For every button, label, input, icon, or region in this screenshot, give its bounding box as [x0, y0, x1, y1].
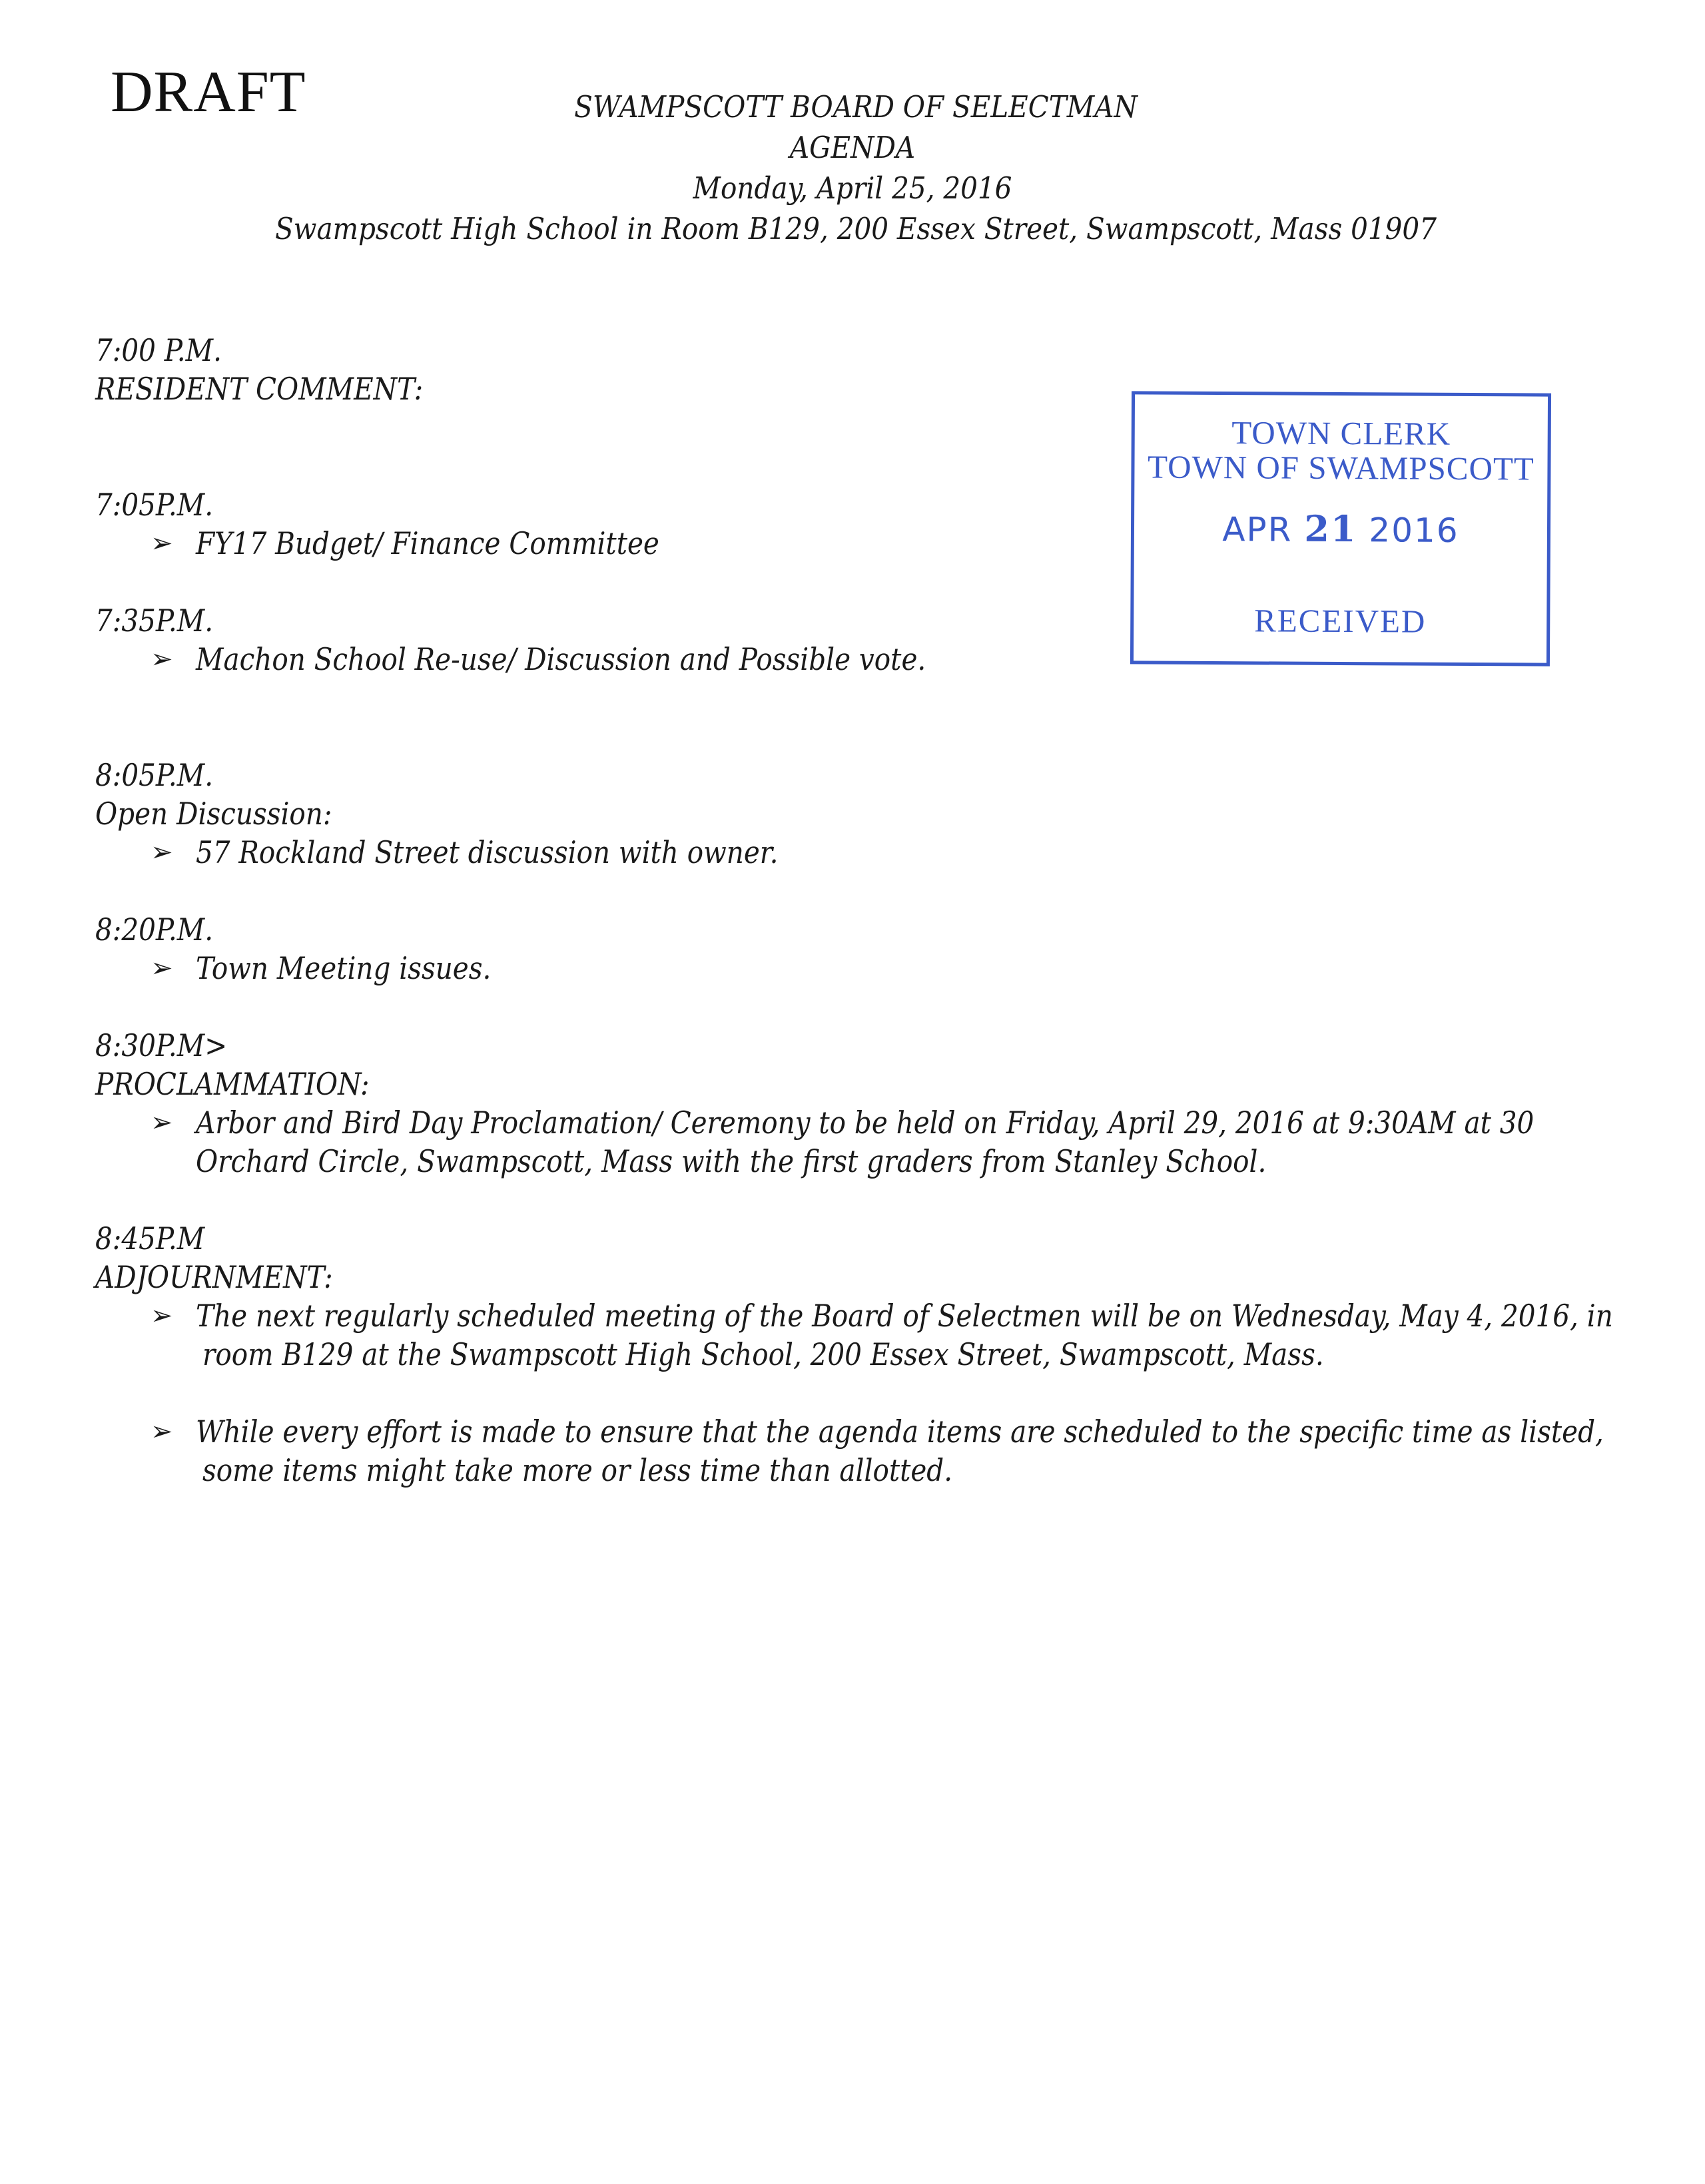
stamp-date [1134, 506, 1547, 551]
agenda-time-845: 8:45P.M [95, 1221, 205, 1256]
stamp-day: 21 [1304, 507, 1357, 551]
bullet-arrow-icon: ➢ [151, 953, 173, 983]
agenda-item-budget: FY17 Budget/ Finance Committee [196, 525, 659, 561]
proclamation-heading: PROCLAMMATION: [95, 1066, 370, 1102]
bullet-arrow-icon: ➢ [151, 1416, 173, 1447]
agenda-time-705: 7:05P.M. [95, 487, 214, 523]
stamp-month: APR [1222, 510, 1293, 549]
agenda-note-timing-line2: some items might take more or less time than allotted. [202, 1452, 953, 1488]
agenda-header [0, 87, 1705, 249]
agenda-time-820: 8:20P.M. [95, 912, 214, 948]
agenda-item-arbor-day-line1: Arbor and Bird Day Proclamation/ Ceremony to be held on Friday, April 29, 2016 at 9:30AM at 30 [196, 1105, 1534, 1141]
agenda-item-machon-school: Machon School Re-use/ Discussion and Possible vote. [196, 641, 926, 677]
open-discussion-heading: Open Discussion: [95, 796, 332, 832]
resident-comment-heading: RESIDENT COMMENT: [95, 371, 424, 407]
agenda-item-rockland-street: 57 Rockland Street discussion with owner. [196, 834, 779, 870]
agenda-time-805: 8:05P.M. [95, 757, 214, 793]
bullet-arrow-icon: ➢ [151, 837, 173, 868]
bullet-arrow-icon: ➢ [151, 528, 173, 559]
agenda-note-timing-line1: While every effort is made to ensure that the agenda items are scheduled to the specific time as listed, [196, 1414, 1604, 1450]
agenda-item-next-meeting-line1: The next regularly scheduled meeting of the Board of Selectmen will be on Wednesday, May 4, 2016, in [196, 1298, 1613, 1334]
stamp-year: 2016 [1369, 511, 1459, 550]
draft-label: DRAFT [111, 60, 306, 125]
board-title: SWAMPSCOTT BOARD OF SELECTMAN [574, 89, 1138, 125]
agenda-item-town-meeting: Town Meeting issues. [196, 950, 492, 986]
town-clerk-received-stamp [1130, 391, 1551, 666]
bullet-arrow-icon: ➢ [151, 1300, 173, 1331]
agenda-item-arbor-day-line2: Orchard Circle, Swampscott, Mass with the first graders from Stanley School. [196, 1143, 1267, 1179]
stamp-town-clerk: TOWN CLERK [1231, 414, 1451, 452]
meeting-date: Monday, April 25, 2016 [693, 170, 1012, 206]
agenda-time-700: 7:00 P.M. [95, 332, 222, 368]
stamp-town-name: TOWN OF SWAMPSCOTT [1147, 448, 1534, 487]
stamp-received: RECEIVED [1254, 602, 1427, 640]
meeting-location: Swampscott High School in Room B129, 200 Essex Street, Swampscott, Mass 01907 [275, 211, 1437, 246]
adjournment-heading: ADJOURNMENT: [95, 1259, 333, 1295]
agenda-item-next-meeting-line2: room B129 at the Swampscott High School, 200 Essex Street, Swampscott, Mass. [202, 1336, 1324, 1372]
bullet-arrow-icon: ➢ [151, 644, 173, 675]
agenda-time-735: 7:35P.M. [95, 603, 214, 639]
agenda-time-830: 8:30P.M> [95, 1027, 228, 1063]
bullet-arrow-icon: ➢ [151, 1107, 173, 1138]
agenda-title: AGENDA [789, 130, 916, 165]
